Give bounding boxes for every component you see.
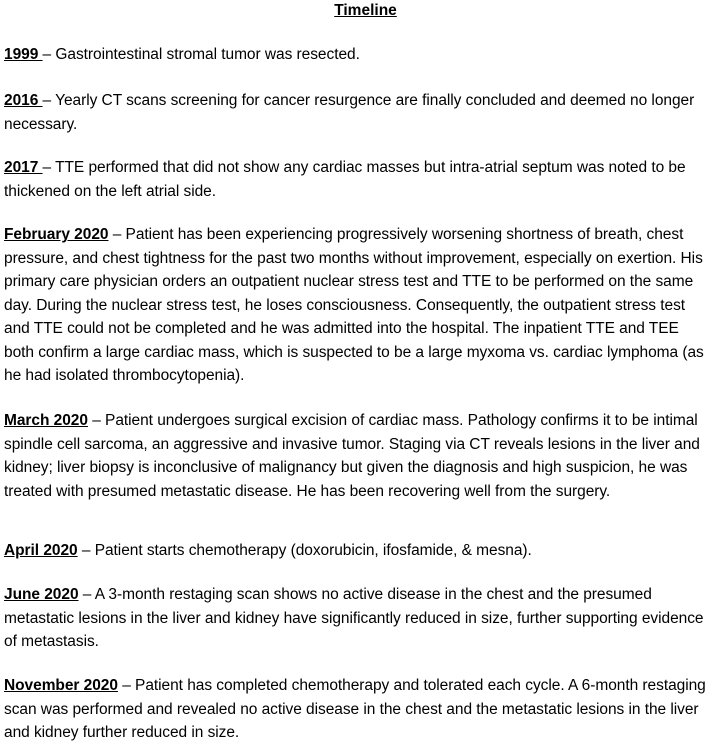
- entry-date: 2016: [4, 92, 43, 109]
- timeline-entry-2016: [4, 89, 709, 136]
- timeline-entry-april-2020: [4, 539, 709, 563]
- timeline-entry-june-2020: [4, 583, 709, 654]
- entry-text: – Patient starts chemotherapy (doxorubicin, ifosfamide, & mesna).: [77, 542, 532, 559]
- entry-date: 2017: [4, 159, 43, 176]
- entry-text: – Patient has completed chemotherapy and tolerated each cycle. A 6-month restaging scan was performed and revealed no active disease in the chest and the metastatic lesions in the liver and kidney further reduced in size.: [4, 677, 706, 741]
- timeline-entry-1999: [4, 43, 709, 67]
- entry-date: November 2020: [4, 677, 118, 694]
- entry-text: – Patient undergoes surgical excision of cardiac mass. Pathology confirms it to be intimal spindle cell sarcoma, an aggressive and invasive tumor. Staging via CT reveals lesions in the liver and kidney; liver biopsy is inconclusive of malignancy but given the diagnosis and high suspicion, he was treated with presumed metastatic disease. He has been recovering well from the surgery.: [4, 412, 700, 500]
- entry-date: 1999: [4, 46, 43, 63]
- timeline-entry-2017: [4, 156, 709, 203]
- entry-date: June 2020: [4, 586, 79, 603]
- entry-text: – A 3-month restaging scan shows no active disease in the chest and the presumed metastatic lesions in the liver and kidney have significantly reduced in size, further supporting evidence of metastasis.: [4, 586, 704, 650]
- timeline-entry-march-2020: [4, 409, 709, 503]
- entry-date: March 2020: [4, 412, 88, 429]
- timeline-entry-november-2020: [4, 674, 709, 745]
- entry-text: – Yearly CT scans screening for cancer resurgence are finally concluded and deemed no longer necessary.: [4, 92, 695, 133]
- entry-text: – Gastrointestinal stromal tumor was resected.: [42, 46, 360, 63]
- entry-text: – Patient has been experiencing progressively worsening shortness of breath, chest pressure, and chest tightness for the past two months without improvement, especially on exertion. His primary care physician orders an outpatient nuclear stress test and TTE to be performed on the same day. During the nuclear stress test, he loses consciousness. Consequently, the outpatient stress test and TTE could not be completed and he was admitted into the hospital. The inpatient TTE and TEE both confirm a large cardiac mass, which is suspected to be a large myxoma vs. cardiac lymphoma (as he had isolated thrombocytopenia).: [4, 226, 704, 384]
- entry-date: February 2020: [4, 226, 109, 243]
- entry-text: – TTE performed that did not show any cardiac masses but intra-atrial septum was noted to be thickened on the left atrial side.: [4, 159, 686, 200]
- timeline-entry-february-2020: [4, 223, 709, 388]
- page-title: Timeline: [334, 2, 397, 19]
- entry-date: April 2020: [4, 542, 78, 559]
